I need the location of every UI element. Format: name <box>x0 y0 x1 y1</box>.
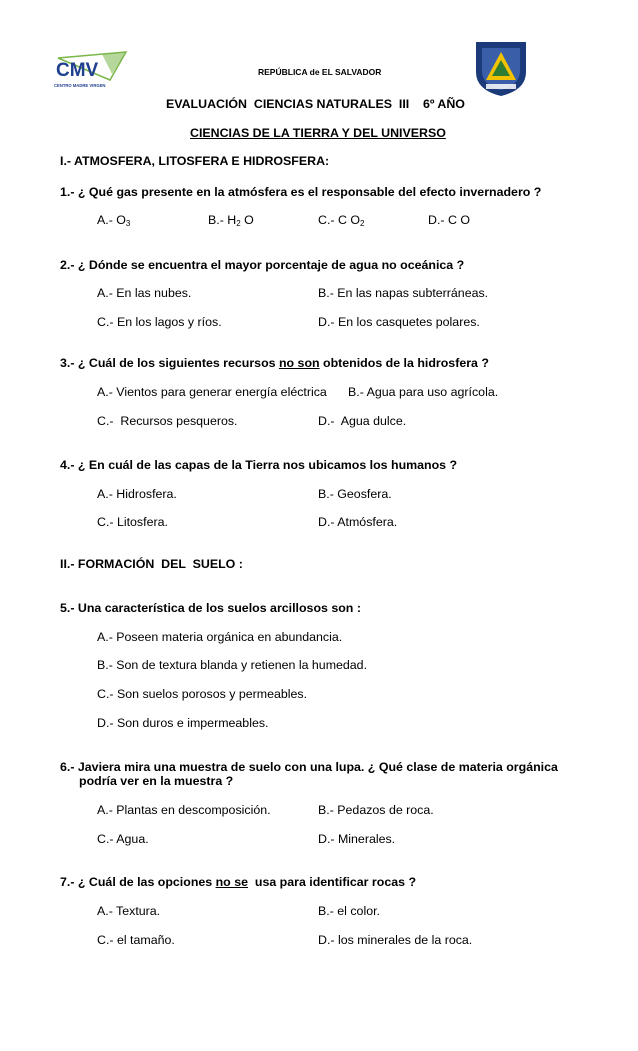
q1-option-b: B.- $H_2$ O <box>208 213 254 228</box>
q4-option-b: B.- Geosfera. <box>318 487 392 501</box>
q2-option-a: A.- En las nubes. <box>97 286 192 300</box>
q5-option-c: C.- Son suelos porosos y permeables. <box>97 687 308 701</box>
q3-option-d: D.- Agua dulce. <box>318 414 407 428</box>
q4-option-a: A.- Hidrosfera. <box>97 487 177 501</box>
page-subtitle: CIENCIAS DE LA TIERRA Y DEL UNIVERSO <box>190 126 446 140</box>
q5-option-d: D.- Son duros e impermeables. <box>97 716 269 730</box>
q3-option-b: B.- Agua para uso agrícola. <box>348 385 499 399</box>
school-logo-icon <box>52 50 132 90</box>
country-label: REPÚBLICA de EL SALVADOR <box>258 67 382 77</box>
question-4: 4.- ¿ En cuál de las capas de la Tierra nos ubicamos los humanos ? <box>60 458 458 472</box>
q7-option-a: A.- Textura. <box>97 904 161 918</box>
question-3: 3.- ¿ Cuál de los siguientes recursos no son obtenidos de la hidrosfera ? <box>60 356 489 370</box>
question-5: 5.- Una característica de los suelos arcillosos son : <box>60 601 361 615</box>
school-logo <box>52 50 132 90</box>
q7-option-b: B.- el color. <box>318 904 380 918</box>
q4-option-d: D.- Atmósfera. <box>318 515 398 529</box>
q3-option-a: A.- Vientos para generar energía eléctrica <box>97 385 327 399</box>
page-title: EVALUACIÓN CIENCIAS NATURALES III 6º AÑO <box>166 97 465 111</box>
q2-option-b: B.- En las napas subterráneas. <box>318 286 489 300</box>
question-7: 7.- ¿ Cuál de las opciones no se usa para identificar rocas ? <box>60 875 417 889</box>
q6-option-c: C.- Agua. <box>97 832 149 846</box>
q2-option-c: C.- En los lagos y ríos. <box>97 315 222 329</box>
q1-option-c: C.- C $O_2$ <box>318 213 365 228</box>
question-6-line-2: podría ver en la muestra ? <box>79 774 234 788</box>
q7-option-d: D.- los minerales de la roca. <box>318 933 473 947</box>
q1-option-d: D.- C O <box>428 213 470 227</box>
q6-option-b: B.- Pedazos de roca. <box>318 803 434 817</box>
emblem-icon <box>472 38 530 98</box>
national-emblem <box>472 38 530 98</box>
question-6-line-1: 6.- Javiera mira una muestra de suelo con una lupa. ¿ Qué clase de materia orgánica <box>60 760 558 774</box>
q5-option-b: B.- Son de textura blanda y retienen la humedad. <box>97 658 368 672</box>
q1-option-a: A.- $O_3$ <box>97 213 131 228</box>
q3-option-c: C.- Recursos pesqueros. <box>97 414 238 428</box>
question-2: 2.- ¿ Dónde se encuentra el mayor porcentaje de agua no oceánica ? <box>60 258 465 272</box>
q5-option-a: A.- Poseen materia orgánica en abundancia. <box>97 630 343 644</box>
question-1: 1.- ¿ Qué gas presente en la atmósfera es el responsable del efecto invernadero ? <box>60 185 542 199</box>
svg-text:CENTRO MADRE VIRGEN: CENTRO MADRE VIRGEN <box>54 83 106 88</box>
section-heading-2: II.- FORMACIÓN DEL SUELO : <box>60 557 243 571</box>
q6-option-d: D.- Minerales. <box>318 832 396 846</box>
section-heading-1: I.- ATMOSFERA, LITOSFERA E HIDROSFERA: <box>60 154 330 168</box>
q7-option-c: C.- el tamaño. <box>97 933 175 947</box>
svg-text:CMV: CMV <box>56 60 99 81</box>
q4-option-c: C.- Litosfera. <box>97 515 168 529</box>
q2-option-d: D.- En los casquetes polares. <box>318 315 480 329</box>
q6-option-a: A.- Plantas en descomposición. <box>97 803 271 817</box>
